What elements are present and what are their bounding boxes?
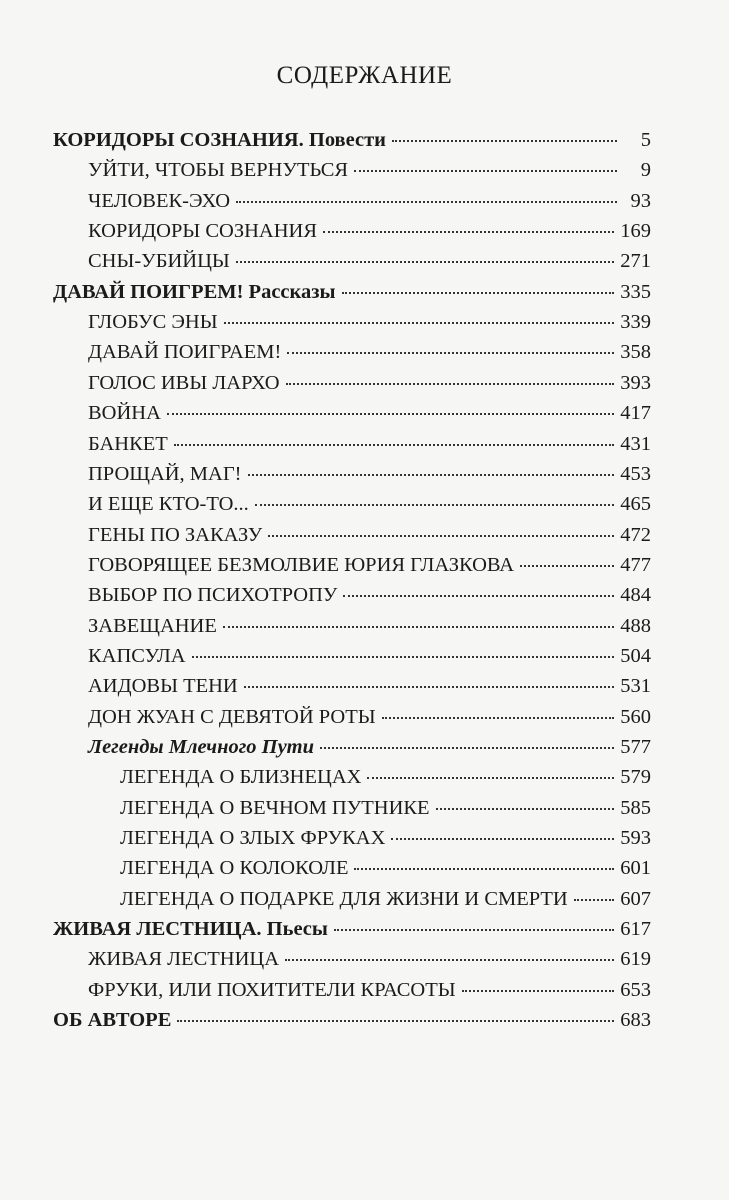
- toc-entry-title-text: ОБ АВТОРЕ: [53, 1009, 172, 1032]
- toc-entry-page-number: 531: [620, 675, 651, 698]
- toc-entry: [120, 793, 651, 823]
- toc-entry-genre: Повести: [308, 129, 386, 151]
- dot-leader: [174, 444, 614, 446]
- toc-entry-title: [88, 489, 249, 519]
- toc-entry-page-number: 577: [620, 736, 651, 758]
- toc-entry-title-text: СНЫ-УБИЙЦЫ: [88, 250, 230, 273]
- dot-leader: [436, 808, 615, 810]
- toc-entry: [88, 368, 651, 398]
- toc-entry-title: [88, 429, 168, 459]
- toc-entry-page-number: 601: [620, 857, 651, 880]
- toc-entry: [120, 884, 651, 914]
- dot-leader: [354, 170, 617, 172]
- toc-entry-title-text: ЛЕГЕНДА О БЛИЗНЕЦАХ: [120, 766, 362, 789]
- toc-entry: [88, 337, 651, 367]
- toc-entry-page-number: 653: [620, 978, 651, 1001]
- toc-entry-page-number: 579: [620, 766, 651, 789]
- toc-entry-title: [88, 611, 217, 641]
- toc-entry-title-text: ФРУКИ, ИЛИ ПОХИТИТЕЛИ КРАСОТЫ: [88, 978, 456, 1001]
- toc-entry: [88, 186, 651, 216]
- toc-entry-title-text: Легенды Млечного Пути: [88, 736, 315, 758]
- toc-entry-page-number: 9: [640, 159, 651, 182]
- toc-entry: [53, 277, 651, 307]
- toc-entry: [88, 550, 651, 580]
- toc-entry-title: [53, 277, 336, 307]
- toc-entry: [88, 398, 651, 428]
- toc-entry: [88, 155, 651, 185]
- toc-entry-title: [53, 914, 328, 944]
- toc-entry: [88, 520, 651, 550]
- toc-entry-title: [88, 641, 186, 671]
- toc-entry-title: [120, 793, 430, 823]
- dot-leader: [323, 231, 614, 233]
- toc-entry-page-number: 585: [620, 796, 651, 819]
- toc-entry-page-number: 431: [620, 432, 651, 455]
- dot-leader: [343, 595, 614, 597]
- dot-leader: [255, 504, 614, 506]
- toc-entry: [120, 762, 651, 792]
- toc-entry-page-number: 358: [620, 341, 651, 364]
- toc-entry-title: [88, 975, 456, 1005]
- dot-leader: [236, 261, 614, 263]
- toc-entry-page-number: 453: [620, 462, 651, 485]
- toc-entry-page-number: 169: [620, 220, 651, 243]
- toc-entry-title: [88, 732, 314, 762]
- toc-entry-title-text: ГЛОБУС ЭНЫ: [88, 311, 218, 334]
- dot-leader: [520, 565, 614, 567]
- toc-entry-genre: Пьесы: [266, 918, 328, 941]
- dot-leader: [192, 656, 615, 658]
- toc-entry: [88, 246, 651, 276]
- toc-entry-title: [88, 580, 337, 610]
- toc-entry-page-number: 560: [620, 705, 651, 728]
- toc-entry-title-text: КОРИДОРЫ СОЗНАНИЯ.: [53, 129, 304, 151]
- dot-leader: [354, 868, 614, 870]
- dot-leader: [244, 686, 615, 688]
- toc-entry: [88, 641, 651, 671]
- toc-entry: [88, 429, 651, 459]
- toc-entry-title: [88, 550, 514, 580]
- toc-entry-title-text: КОРИДОРЫ СОЗНАНИЯ: [88, 220, 318, 243]
- toc-entry: [120, 823, 651, 853]
- toc-entry: [88, 732, 651, 762]
- toc-entry-title-text: ВОЙНА: [88, 402, 161, 425]
- dot-leader: [391, 838, 614, 840]
- toc-entry-title: [88, 944, 279, 974]
- toc-entry-title-text: ЛЕГЕНДА О ВЕЧНОМ ПУТНИКЕ: [120, 796, 430, 819]
- toc-entry-title-text: УЙТИ, ЧТОБЫ ВЕРНУТЬСЯ: [88, 159, 349, 182]
- toc-entry-title: [88, 155, 348, 185]
- dot-leader: [287, 352, 614, 354]
- toc-entry-page-number: 617: [620, 918, 651, 941]
- toc-entry: [88, 611, 651, 641]
- dot-leader: [382, 717, 615, 719]
- toc-entry-genre: Рассказы: [248, 280, 336, 303]
- dot-leader: [392, 140, 617, 142]
- toc-entry-page-number: 477: [620, 553, 651, 576]
- toc-entry-title: [88, 398, 161, 428]
- toc-entry-title: [120, 823, 385, 853]
- toc-entry: [53, 1005, 651, 1035]
- toc-entry-page-number: 5: [640, 129, 651, 151]
- toc-entry: [88, 671, 651, 701]
- dot-leader: [574, 899, 615, 901]
- toc-entry-title-text: ЛЕГЕНДА О ЗЛЫХ ФРУКАХ: [120, 827, 386, 850]
- dot-leader: [462, 990, 615, 992]
- toc-entry-title: [53, 1005, 171, 1035]
- toc-entry-title-text: ДАВАЙ ПОИГРАЕМ!: [88, 341, 282, 364]
- toc-entry-page-number: 339: [620, 311, 651, 334]
- dot-leader: [223, 626, 614, 628]
- dot-leader: [320, 747, 614, 749]
- toc-entry: [88, 702, 651, 732]
- toc-entry-title-text: ДАВАЙ ПОИГРЕМ!: [53, 280, 244, 303]
- toc-entry-title: [53, 125, 386, 155]
- toc-entry-page-number: 484: [620, 584, 651, 607]
- toc-entry: [88, 580, 651, 610]
- dot-leader: [268, 535, 614, 537]
- toc-entry-title-text: АИДОВЫ ТЕНИ: [88, 675, 238, 698]
- toc-entry-title: [88, 368, 280, 398]
- toc-entry-title: [120, 853, 348, 883]
- toc-entry-title-text: ВЫБОР ПО ПСИХОТРОПУ: [88, 584, 338, 607]
- toc-entry-title-text: ЖИВАЯ ЛЕСТНИЦА.: [53, 918, 262, 941]
- dot-leader: [334, 929, 614, 931]
- dot-leader: [177, 1020, 614, 1022]
- toc-entry: [53, 125, 651, 155]
- toc-entry: [88, 216, 651, 246]
- toc-entry-title-text: ЛЕГЕНДА О ПОДАРКЕ ДЛЯ ЖИЗНИ И СМЕРТИ: [120, 887, 568, 910]
- dot-leader: [367, 777, 614, 779]
- toc-entry-title-text: ЖИВАЯ ЛЕСТНИЦА: [88, 948, 279, 971]
- toc-entry-title: [88, 520, 262, 550]
- toc-entry-title-text: ПРОЩАЙ, МАГ!: [88, 462, 242, 485]
- toc-entry-title: [88, 307, 218, 337]
- toc-entry-title: [120, 762, 361, 792]
- toc-entry-title-text: ГЕНЫ ПО ЗАКАЗУ: [88, 523, 263, 546]
- toc-entry-title: [88, 337, 281, 367]
- toc-entry-title: [88, 459, 242, 489]
- toc-entry-page-number: 607: [620, 887, 651, 910]
- toc-entry: [53, 914, 651, 944]
- dot-leader: [236, 201, 617, 203]
- toc-entry-page-number: 593: [620, 827, 651, 850]
- toc-entry-page-number: 465: [620, 493, 651, 516]
- dot-leader: [286, 383, 615, 385]
- toc-entry-title-text: ДОН ЖУАН С ДЕВЯТОЙ РОТЫ: [88, 705, 376, 728]
- toc-entry-page-number: 504: [620, 644, 651, 667]
- page-title: СОДЕРЖАНИЕ: [276, 62, 453, 89]
- toc-entry-page-number: 417: [620, 402, 651, 425]
- toc-entry-title: [88, 186, 230, 216]
- toc-entry-title-text: ЛЕГЕНДА О КОЛОКОЛЕ: [120, 857, 349, 880]
- toc-entry-title-text: КАПСУЛА: [88, 644, 186, 667]
- toc-entry-page-number: 683: [620, 1009, 651, 1032]
- toc-entry-page-number: 393: [620, 371, 651, 394]
- toc-entry-page-number: 93: [630, 189, 651, 212]
- toc-entry-title-text: ГОВОРЯЩЕЕ БЕЗМОЛВИЕ ЮРИЯ ГЛАЗКОВА: [88, 553, 515, 576]
- toc-entry-title: [88, 671, 238, 701]
- toc-entry-title-text: ЧЕЛОВЕК-ЭХО: [88, 189, 231, 212]
- toc-entry: [88, 459, 651, 489]
- toc-entry-title-text: И ЕЩЕ КТО-ТО...: [88, 493, 249, 516]
- toc-entry-title-text: БАНКЕТ: [88, 432, 168, 455]
- toc-entry-title-text: ЗАВЕЩАНИЕ: [88, 614, 217, 637]
- toc-entry: [88, 489, 651, 519]
- toc-entry-title-text: ГОЛОС ИВЫ ЛАРХО: [88, 371, 280, 394]
- toc-entry: [120, 853, 651, 883]
- toc-entry: [88, 307, 651, 337]
- toc-entry-title: [120, 884, 568, 914]
- dot-leader: [224, 322, 615, 324]
- toc-entry-page-number: 619: [620, 948, 651, 971]
- toc-entry-page-number: 488: [620, 614, 651, 637]
- toc-entry-page-number: 335: [620, 280, 651, 303]
- toc-entry: [88, 944, 651, 974]
- toc-entry-page-number: 472: [620, 523, 651, 546]
- dot-leader: [167, 413, 614, 415]
- toc-entry-title: [88, 216, 317, 246]
- toc-entry-title: [88, 702, 376, 732]
- toc-entry-page-number: 271: [620, 250, 651, 273]
- dot-leader: [342, 292, 615, 294]
- dot-leader: [248, 474, 615, 476]
- toc-entry-title: [88, 246, 230, 276]
- toc-entry: [88, 975, 651, 1005]
- dot-leader: [285, 959, 614, 961]
